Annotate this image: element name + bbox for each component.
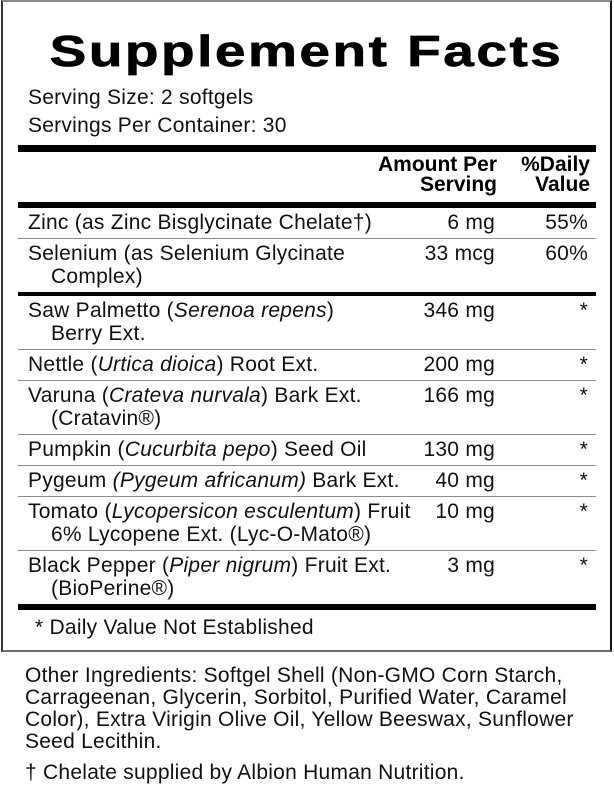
ingredient-name-line (28, 265, 415, 288)
ingredient-name (28, 384, 415, 430)
header-name-column (28, 155, 365, 195)
name-text: Selenium (as Selenium Glycinate (28, 242, 346, 265)
name-text: ) Seed Oil (270, 438, 367, 461)
scientific-name: Serenoa repens (173, 299, 327, 322)
other-ingredients-line: Carrageenan, Glycerin, Sorbitol, Purified Water, Caramel (25, 686, 567, 709)
amount-per-serving: 3 mg (447, 554, 495, 577)
name-text: Pumpkin ( (28, 438, 125, 461)
amount-per-serving: 10 mg (435, 500, 495, 523)
amount-per-serving: 130 mg (423, 438, 495, 461)
header-amount-line: Amount Per (377, 153, 497, 176)
scientific-name: Lycopersicon esculentum (111, 500, 355, 523)
scientific-name: (Pygeum africanum) (112, 469, 307, 492)
amount-per-serving: 166 mg (423, 384, 495, 407)
name-text: Pygeum (28, 469, 113, 492)
name-text: ) Bark Ext. (261, 384, 362, 407)
percent-daily-value: * (579, 384, 588, 407)
percent-daily-value: * (579, 353, 588, 376)
table-row (18, 208, 596, 238)
name-text: Black Pepper ( (28, 554, 170, 577)
ingredient-name-line (28, 500, 415, 523)
name-text: Saw Palmetto ( (28, 299, 174, 322)
header-dv-line: Value (535, 173, 590, 196)
other-ingredients-line: Color), Extra Virigin Olive Oil, Yellow Beeswax, Sunflower (25, 708, 574, 731)
header-amount-per-serving (365, 155, 497, 195)
percent-daily-value: * (579, 554, 588, 577)
name-text: Berry Ext. (51, 322, 146, 345)
scientific-name: Crateva nurvala (109, 384, 261, 407)
name-text: 6% Lycopene Ext. (Lyc-O-Mato®) (51, 523, 372, 546)
percent-daily-value: 60% (545, 242, 588, 265)
ingredient-name-line (28, 299, 415, 322)
ingredient-name (28, 242, 415, 288)
serving-info (3, 84, 610, 140)
supplement-facts-panel (1, 0, 612, 652)
ingredient-name-line (28, 469, 415, 492)
panel-title: Supplement Facts (49, 27, 564, 76)
scientific-name: Piper nigrum (169, 554, 292, 577)
name-text: ) (326, 299, 335, 322)
serving-size: Serving Size: 2 softgels (28, 86, 254, 109)
amount-per-serving: 6 mg (447, 211, 495, 234)
name-text: (Cratavin®) (51, 407, 162, 430)
ingredient-name-line (28, 322, 415, 345)
header-daily-value (497, 155, 590, 195)
name-text: ) Fruit (354, 500, 411, 523)
scientific-name: Urtica dioica (97, 353, 217, 376)
ingredient-name (28, 211, 415, 234)
percent-daily-value: * (579, 299, 588, 322)
name-text: ) Fruit Ext. (291, 554, 392, 577)
ingredient-name-line (28, 523, 415, 546)
ingredient-name-line (28, 407, 415, 430)
ingredient-name-line (28, 577, 415, 600)
table-row (18, 551, 596, 604)
name-text: ) Root Ext. (216, 353, 319, 376)
name-text: Nettle ( (28, 353, 98, 376)
ingredient-name (28, 299, 415, 345)
servings-per-container: Servings Per Container: 30 (28, 114, 287, 137)
ingredient-name-line (28, 242, 415, 265)
ingredient-name (28, 353, 415, 376)
percent-daily-value: * (579, 500, 588, 523)
table-body (18, 208, 596, 604)
daily-value-footnote: * Daily Value Not Established (35, 616, 314, 639)
other-ingredients-section (25, 665, 574, 784)
chelate-note: † Chelate supplied by Albion Human Nutrition. (25, 761, 465, 784)
ingredient-name (28, 438, 415, 461)
name-text: Complex) (51, 265, 143, 288)
ingredient-name (28, 554, 415, 600)
name-text: Varuna ( (28, 384, 109, 407)
name-text: Bark Ext. (306, 469, 400, 492)
header-dv-line: %Daily (521, 153, 590, 176)
amount-per-serving: 40 mg (435, 469, 495, 492)
divider-thick (18, 145, 596, 152)
ingredient-name-line (28, 438, 415, 461)
facts-table (18, 145, 596, 650)
table-row (18, 381, 596, 434)
table-header (18, 152, 596, 202)
percent-daily-value: * (579, 438, 588, 461)
ingredient-name-line (28, 211, 415, 234)
scientific-name: Cucurbita pepo (124, 438, 271, 461)
amount-per-serving: 200 mg (423, 353, 495, 376)
percent-daily-value: * (579, 469, 588, 492)
name-text: Zinc (as Zinc Bisglycinate Chelate†) (28, 211, 372, 234)
ingredient-name-line (28, 353, 415, 376)
ingredient-name-line (28, 554, 415, 577)
ingredient-name-line (28, 384, 415, 407)
ingredient-name (28, 500, 415, 546)
table-row (18, 435, 596, 465)
other-ingredients-line: Other Ingredients: Softgel Shell (Non-GMO Corn Starch, (25, 664, 563, 687)
table-row (18, 239, 596, 292)
percent-daily-value: 55% (545, 211, 588, 234)
amount-per-serving: 346 mg (423, 299, 495, 322)
name-text: Tomato ( (28, 500, 112, 523)
ingredient-name (28, 469, 415, 492)
table-row (18, 296, 596, 349)
header-amount-line: Serving (419, 173, 497, 196)
name-text: (BioPerine®) (51, 577, 175, 600)
table-row (18, 497, 596, 550)
table-row (18, 466, 596, 496)
table-row (18, 350, 596, 380)
amount-per-serving: 33 mcg (424, 242, 495, 265)
other-ingredients-line: Seed Lecithin. (25, 730, 162, 753)
